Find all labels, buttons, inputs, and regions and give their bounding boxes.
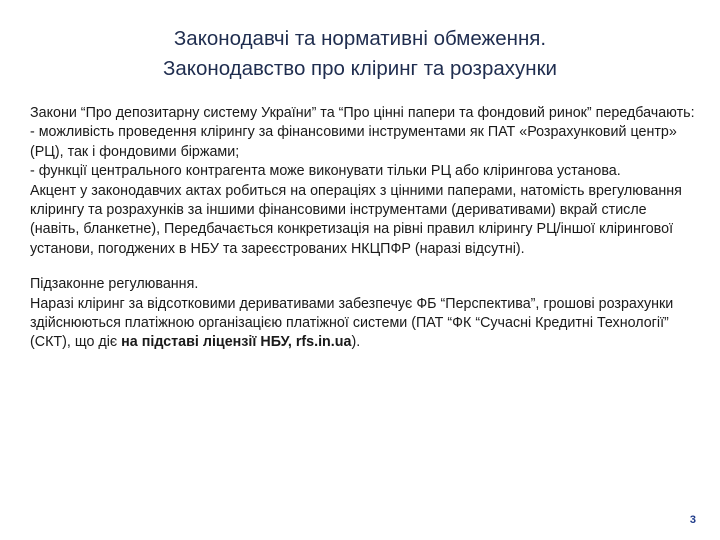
slide-title — [0, 24, 720, 84]
clearing-possibility-bullet: - можливість проведення клірингу за фінансовими інструментами як ПАТ «Розрахунковий центр» (РЦ), так і фондовими біржами; — [30, 124, 677, 160]
central-counterparty-bullet: - функції центрального контрагента може виконувати тільки РЦ або клірингова установа. — [30, 163, 621, 180]
slide-title-line-1: Законодавчі та нормативні обмеження. — [173, 27, 547, 50]
current-clearing-text: Наразі кліринг за відсотковими деривативами забезпечує ФБ “Перспектива”, грошові розрахунки здійснюються платіжною організацією платіжної системи (ПАТ “ФК “Сучасні Кредитні Технології” (СКТ), що діє — [30, 295, 674, 351]
laws-intro-paragraph: Закони “Про депозитарну систему України” та “Про цінні папери та фондовий ринок” передбачають: — [30, 105, 695, 121]
license-reference: на підставі ліцензії НБУ, rfs.in.ua — [121, 334, 352, 351]
legislative-accent-paragraph: Акцент у законодавчих актах робиться на операціях з цінними паперами, натомість врегулювання клірингу та розрахунків за іншими фінансовими інструментами (деривативами) вкрай стисле (навіть, бланкетне), Передбачається конкретизація на рівні правил клірингу РЦ/іншої клірингової установи, погоджених в НБУ та зареєстрованих НКЦПФР (наразі відсутні). — [30, 182, 682, 257]
paragraph-gap — [30, 259, 695, 275]
page-number: 3 — [689, 514, 696, 526]
current-clearing-paragraph — [30, 295, 695, 353]
slide-body — [30, 104, 695, 353]
slide-title-line-2: Законодавство про кліринг та розрахунки — [162, 57, 557, 80]
subordinate-regulation-heading: Підзаконне регулювання. — [30, 276, 199, 293]
closing-parenthesis: ). — [351, 334, 361, 351]
